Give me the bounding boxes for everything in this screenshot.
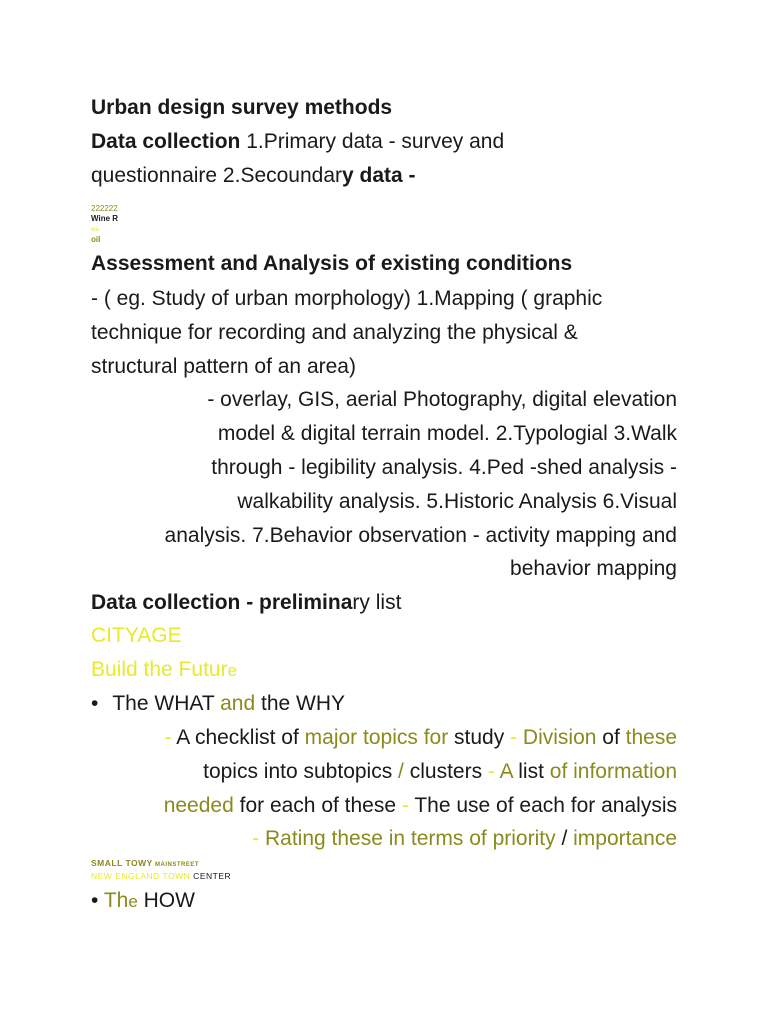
dash: -	[510, 726, 523, 749]
checklist-text: of	[602, 726, 626, 749]
checklist-text: importance	[573, 827, 677, 850]
methods-line: through - legibility analysis. 4.Ped -shed analysis -	[211, 456, 677, 479]
methods-line: - overlay, GIS, aerial Photography, digital elevation	[207, 388, 677, 411]
checklist-text: clusters	[409, 760, 488, 783]
bullet-dot: •	[91, 692, 99, 715]
methods-line: analysis. 7.Behavior observation - activity mapping and	[164, 524, 677, 547]
checklist-line	[252, 825, 677, 853]
build-future-main: Build the Futur	[91, 658, 228, 681]
assessment-line: structural pattern of an area)	[91, 355, 356, 378]
page-title: Urban design survey methods	[91, 96, 393, 119]
new-england-b: CENTER	[190, 871, 232, 881]
dash: -	[252, 827, 265, 850]
new-england-label	[91, 871, 231, 881]
checklist-text: for each of these	[239, 794, 402, 817]
new-england-a: NEW ENGLAND TOWN	[91, 871, 191, 881]
methods-line: model & digital terrain model. 2.Typologial 3.Walk	[217, 422, 677, 445]
data-collection-line-2	[91, 162, 416, 190]
assessment-line: - ( eg. Study of urban morphology) 1.Mapping ( graphic	[91, 287, 603, 310]
checklist-text: major topics for	[304, 726, 455, 749]
checklist-line	[165, 724, 677, 752]
how-e: e	[128, 892, 138, 911]
data-collection-line-1	[91, 128, 504, 156]
tiny-text-3: wa	[91, 227, 99, 233]
checklist-text: Rating these in terms of priority	[264, 827, 562, 850]
data-collection-text: 1.Primary data - survey and	[240, 130, 505, 153]
small-town-label	[91, 858, 199, 870]
what-text: The WHAT	[112, 692, 221, 715]
what-why-bullet	[91, 690, 345, 718]
why-text: the WHY	[255, 692, 346, 715]
preliminary-rest: ry list	[352, 591, 402, 614]
checklist-line	[164, 792, 677, 820]
how-text: HOW	[137, 889, 195, 912]
data-collection-label: Data collection	[91, 130, 241, 153]
preliminary-bold: Data collection - prelimina	[91, 591, 353, 614]
assessment-heading: Assessment and Analysis of existing conditions	[91, 252, 573, 275]
checklist-text: list	[518, 760, 550, 783]
methods-line: walkability analysis. 5.Historic Analysis 6.Visual	[237, 490, 677, 513]
bullet-dot: •	[91, 889, 104, 912]
checklist-text: study	[454, 726, 511, 749]
preliminary-list-heading	[91, 589, 401, 617]
checklist-text: A checklist of	[176, 726, 305, 749]
how-th: Th	[103, 889, 129, 912]
tiny-text-4: oil	[91, 235, 101, 244]
checklist-text: these	[625, 726, 677, 749]
checklist-text: of information	[549, 760, 677, 783]
data-collection-bold: y data -	[342, 164, 416, 187]
checklist-text: /	[561, 827, 574, 850]
dash: -	[401, 794, 415, 817]
checklist-line	[203, 758, 677, 786]
data-collection-text-2: questionnaire 2.Secoundar	[91, 164, 343, 187]
small-town-b: MAINSTREET	[152, 862, 199, 868]
checklist-text: The use of each for analysis	[414, 794, 677, 817]
dash: -	[487, 760, 500, 783]
and-text: and	[220, 692, 256, 715]
build-future-text	[91, 656, 237, 685]
checklist-text: topics into subtopics	[203, 760, 399, 783]
dash: -	[164, 726, 177, 749]
checklist-text: /	[398, 760, 410, 783]
checklist-text: A	[499, 760, 519, 783]
checklist-text: needed	[163, 794, 240, 817]
checklist-text: Division	[522, 726, 603, 749]
small-town-a: SMALL TOWY	[91, 858, 153, 868]
build-future-e: e	[227, 661, 238, 680]
tiny-text-2: Wine R	[91, 214, 119, 223]
tiny-text-1: 222222	[91, 204, 118, 213]
cityage-text: CITYAGE	[91, 624, 182, 647]
how-bullet	[91, 887, 195, 916]
assessment-line: technique for recording and analyzing the physical &	[91, 321, 578, 344]
methods-line: behavior mapping	[510, 557, 677, 580]
